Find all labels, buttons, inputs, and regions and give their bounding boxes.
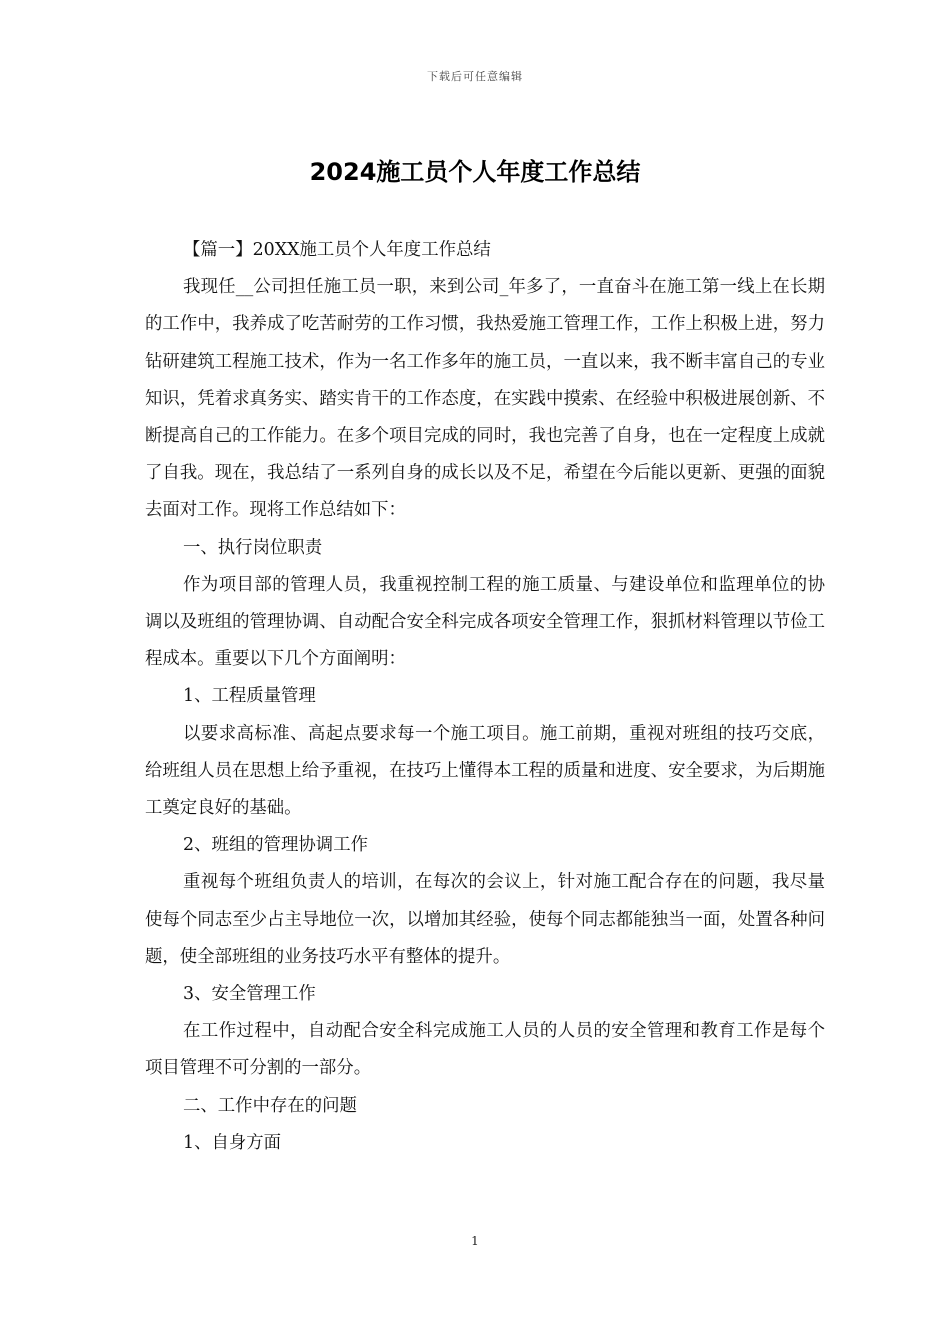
page-number: 1 xyxy=(471,1234,479,1248)
subsection-heading: 1、工程质量管理 xyxy=(183,686,316,707)
section-heading: 一、执行岗位职责 xyxy=(183,537,323,558)
section-heading: 二、工作中存在的问题 xyxy=(183,1095,357,1116)
subsection-heading: 1、自身方面 xyxy=(183,1132,282,1153)
subsection-heading: 3、安全管理工作 xyxy=(183,984,316,1005)
paragraph: 我现任__公司担任施工员一职，来到公司_年多了，一直奋斗在施工第一线上在长期的工作中，我养成了吃苦耐劳的工作习惯，我热爱施工管理工作，工作上积极上进，努力钻研建筑工程施工技术，作为一名工作多年的施工员，一直以来，我不断丰富自己的专业知识，凭着求真务实、踏实肯干的工作态度，在实践中摸索、在经验中积极进展创新、不断提高自己的工作能力。在多个项目完成的同时，我也完善了自身，也在一定程度上成就了自我。现在，我总结了一系列自身的成长以及不足，希望在今后能以更新、更强的面貌去面对工作。现将工作总结如下： xyxy=(145,277,825,521)
subsection-heading: 2、班组的管理协调工作 xyxy=(183,835,368,856)
paragraph: 以要求高标准、高起点要求每一个施工项目。施工前期，重视对班组的技巧交底，给班组人员在思想上给予重视，在技巧上懂得本工程的质量和进度、安全要求，为后期施工奠定良好的基础。 xyxy=(145,723,825,819)
paragraph: 作为项目部的管理人员，我重视控制工程的施工质量、与建设单位和监理单位的协调以及班组的管理协调、自动配合安全科完成各项安全管理工作，狠抓材料管理以节俭工程成本。重要以下几个方面阐明： xyxy=(145,574,825,670)
header-note: 下载后可任意编辑 xyxy=(427,70,523,83)
paragraph: 重视每个班组负责人的培训，在每次的会议上，针对施工配合存在的问题，我尽量使每个同志至少占主导地位一次，以增加其经验，使每个同志都能独当一面，处置各种问题，使全部班组的业务技巧水平有整体的提升。 xyxy=(145,872,825,967)
document-body xyxy=(145,232,825,1162)
document-title: 2024施工员个人年度工作总结 xyxy=(309,158,641,186)
paragraph: 在工作过程中，自动配合安全科完成施工人员的人员的安全管理和教育工作是每个项目管理不可分割的一部分。 xyxy=(145,1021,825,1079)
section-heading: 【篇一】20XX施工员个人年度工作总结 xyxy=(183,240,491,260)
